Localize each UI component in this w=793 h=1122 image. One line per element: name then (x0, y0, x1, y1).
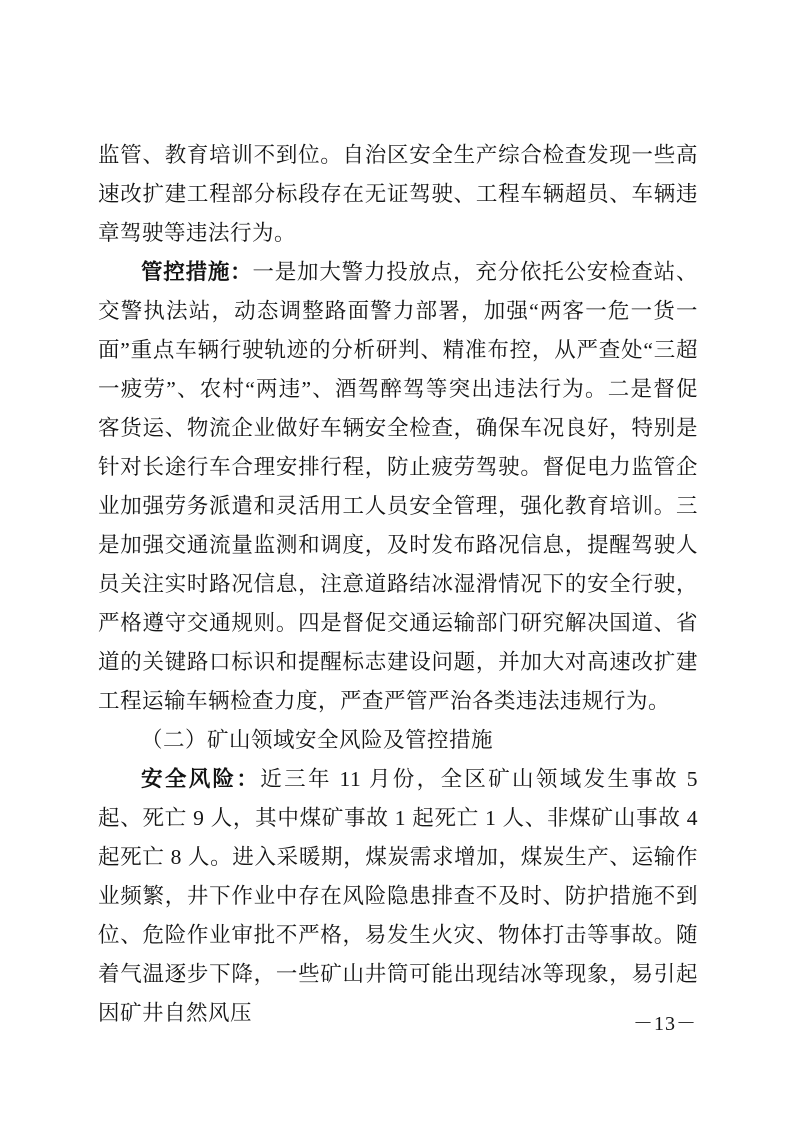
paragraph-text: 一是加大警力投放点，充分依托公安检查站、交警执法站，动态调整路面警力部署，加强“两客一危一货一面”重点车辆行驶轨迹的分析研判、精准布控，从严查处“三超一疲劳”、农村“两违”、酒驾醉驾等突出违法行为。二是督促客货运、物流企业做好车辆安全检查，确保车况良好，特别是针对长途行车合理安排行程，防止疲劳驾驶。督促电力监管企业加强劳务派遣和灵活用工人员安全管理，强化教育培训。三是加强交通流量监测和调度，及时发布路况信息，提醒驾驶人员关注实时路况信息，注意道路结冰湿滑情况下的安全行驶，严格遵守交通规则。四是督促交通运输部门研究解决国道、省道的关键路口标识和提醒标志建设问题，并加大对高速改扩建工程运输车辆检查力度，严查严管严治各类违法违规行为。 (98, 260, 698, 713)
page-number: －13－ (633, 1013, 697, 1035)
section-heading-mining (98, 721, 698, 760)
paragraph-text: 监管、教育培训不到位。自治区安全生产综合检查发现一些高速改扩建工程部分标段存在无证驾驶、工程车辆超员、车辆违章驾驶等违法行为。 (98, 143, 698, 245)
paragraph-safety-risk-mining (98, 760, 698, 1033)
paragraph-text: 近三年 11 月份，全区矿山领域发生事故 5 起、死亡 9 人，其中煤矿事故 1 起死亡 1 人、非煤矿山事故 4 起死亡 8 人。进入采暖期，煤炭需求增加，煤炭生产、运输作业频繁，井下作业中存在风险隐患排查不及时、防护措施不到位、危险作业审批不严格，易发生火灾、物体打击等事故。随着气温逐步下降，一些矿山井筒可能出现结冰等现象，易引起因矿井自然风压 (98, 767, 698, 1025)
paragraph-road-traffic-risk-continued (98, 136, 698, 253)
paragraph-lead: 安全风险： (141, 767, 261, 791)
section-heading-text: （二）矿山领域安全风险及管控措施 (141, 728, 494, 752)
document-body (98, 136, 698, 1033)
paragraph-lead: 管控措施： (141, 260, 253, 284)
paragraph-control-measures (98, 253, 698, 721)
